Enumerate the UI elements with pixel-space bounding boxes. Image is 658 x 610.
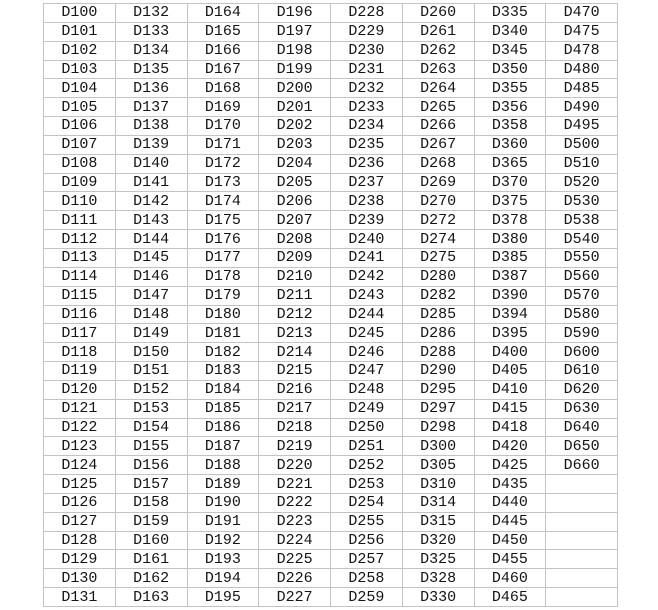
table-cell: D146: [115, 267, 187, 286]
register-table: [43, 3, 618, 607]
table-row: [44, 248, 618, 267]
table-cell: D161: [115, 550, 187, 569]
table-cell: D260: [402, 4, 474, 23]
table-cell: D232: [331, 79, 403, 98]
table-row: [44, 493, 618, 512]
table-cell: D259: [331, 588, 403, 607]
table-cell: D222: [259, 493, 331, 512]
table-cell: D251: [331, 437, 403, 456]
table-cell: D110: [44, 192, 116, 211]
table-cell: D320: [402, 531, 474, 550]
table-cell: D600: [546, 343, 618, 362]
table-cell: D231: [331, 60, 403, 79]
table-cell: D210: [259, 267, 331, 286]
table-cell: D130: [44, 569, 116, 588]
table-cell: D190: [187, 493, 259, 512]
table-cell: D148: [115, 305, 187, 324]
table-cell: D214: [259, 343, 331, 362]
table-cell: D101: [44, 22, 116, 41]
table-cell: D115: [44, 286, 116, 305]
table-cell: D360: [474, 135, 546, 154]
table-cell: D182: [187, 343, 259, 362]
table-cell: D207: [259, 211, 331, 230]
table-cell: D282: [402, 286, 474, 305]
table-cell: D234: [331, 117, 403, 136]
table-cell: [546, 588, 618, 607]
table-cell: D245: [331, 324, 403, 343]
table-cell: D194: [187, 569, 259, 588]
table-cell: D184: [187, 380, 259, 399]
table-cell: D335: [474, 4, 546, 23]
table-cell: D495: [546, 117, 618, 136]
table-cell: D305: [402, 456, 474, 475]
table-row: [44, 418, 618, 437]
table-cell: D195: [187, 588, 259, 607]
table-cell: D137: [115, 98, 187, 117]
table-cell: D241: [331, 248, 403, 267]
table-cell: D590: [546, 324, 618, 343]
table-cell: D104: [44, 79, 116, 98]
table-cell: D275: [402, 248, 474, 267]
table-cell: D203: [259, 135, 331, 154]
table-cell: D169: [187, 98, 259, 117]
table-cell: D186: [187, 418, 259, 437]
table-row: [44, 79, 618, 98]
table-cell: D187: [187, 437, 259, 456]
table-cell: D375: [474, 192, 546, 211]
table-cell: D355: [474, 79, 546, 98]
table-cell: D129: [44, 550, 116, 569]
table-cell: [546, 569, 618, 588]
table-cell: D365: [474, 154, 546, 173]
table-cell: D209: [259, 248, 331, 267]
table-cell: D108: [44, 154, 116, 173]
table-cell: D175: [187, 211, 259, 230]
table-row: [44, 154, 618, 173]
table-row: [44, 60, 618, 79]
table-cell: D116: [44, 305, 116, 324]
table-cell: D510: [546, 154, 618, 173]
table-cell: D650: [546, 437, 618, 456]
table-row: [44, 437, 618, 456]
table-row: [44, 550, 618, 569]
table-cell: D135: [115, 60, 187, 79]
table-cell: D244: [331, 305, 403, 324]
table-cell: D450: [474, 531, 546, 550]
table-cell: [546, 512, 618, 531]
table-cell: D225: [259, 550, 331, 569]
table-cell: D172: [187, 154, 259, 173]
table-cell: D257: [331, 550, 403, 569]
table-cell: D121: [44, 399, 116, 418]
table-cell: D227: [259, 588, 331, 607]
table-cell: D250: [331, 418, 403, 437]
table-cell: D235: [331, 135, 403, 154]
table-cell: D179: [187, 286, 259, 305]
table-cell: D249: [331, 399, 403, 418]
table-cell: D415: [474, 399, 546, 418]
table-cell: D100: [44, 4, 116, 23]
table-cell: D236: [331, 154, 403, 173]
table-cell: D188: [187, 456, 259, 475]
table-cell: D118: [44, 343, 116, 362]
table-cell: D530: [546, 192, 618, 211]
table-cell: D226: [259, 569, 331, 588]
table-cell: D178: [187, 267, 259, 286]
table-row: [44, 588, 618, 607]
table-cell: D198: [259, 41, 331, 60]
table-cell: D196: [259, 4, 331, 23]
table-cell: D425: [474, 456, 546, 475]
table-cell: D202: [259, 117, 331, 136]
table-cell: D120: [44, 380, 116, 399]
table-cell: D435: [474, 475, 546, 494]
table-cell: D314: [402, 493, 474, 512]
table-row: [44, 192, 618, 211]
table-cell: D150: [115, 343, 187, 362]
table-cell: D475: [546, 22, 618, 41]
table-cell: D340: [474, 22, 546, 41]
table-cell: D370: [474, 173, 546, 192]
table-cell: D200: [259, 79, 331, 98]
table-cell: D395: [474, 324, 546, 343]
table-cell: D380: [474, 230, 546, 249]
table-cell: D211: [259, 286, 331, 305]
table-cell: D418: [474, 418, 546, 437]
table-cell: D328: [402, 569, 474, 588]
table-cell: D177: [187, 248, 259, 267]
table-cell: D255: [331, 512, 403, 531]
table-cell: D394: [474, 305, 546, 324]
table-cell: D126: [44, 493, 116, 512]
table-cell: D267: [402, 135, 474, 154]
table-row: [44, 230, 618, 249]
table-cell: D114: [44, 267, 116, 286]
table-cell: D228: [331, 4, 403, 23]
table-row: [44, 117, 618, 136]
table-cell: D133: [115, 22, 187, 41]
table-cell: D221: [259, 475, 331, 494]
table-cell: D123: [44, 437, 116, 456]
table-cell: D152: [115, 380, 187, 399]
table-cell: D103: [44, 60, 116, 79]
table-cell: D550: [546, 248, 618, 267]
table-cell: D258: [331, 569, 403, 588]
table-cell: D157: [115, 475, 187, 494]
table-cell: D310: [402, 475, 474, 494]
table-cell: [546, 531, 618, 550]
table-cell: D378: [474, 211, 546, 230]
table-cell: D405: [474, 362, 546, 381]
table-cell: D240: [331, 230, 403, 249]
table-cell: D212: [259, 305, 331, 324]
table-cell: D158: [115, 493, 187, 512]
table-cell: D156: [115, 456, 187, 475]
table-cell: D136: [115, 79, 187, 98]
table-cell: D131: [44, 588, 116, 607]
table-cell: D272: [402, 211, 474, 230]
table-cell: D109: [44, 173, 116, 192]
table-cell: D410: [474, 380, 546, 399]
table-cell: D233: [331, 98, 403, 117]
table-cell: D261: [402, 22, 474, 41]
table-cell: D106: [44, 117, 116, 136]
table-cell: D290: [402, 362, 474, 381]
table-row: [44, 173, 618, 192]
table-cell: D470: [546, 4, 618, 23]
table-cell: D176: [187, 230, 259, 249]
table-cell: D206: [259, 192, 331, 211]
table-cell: [546, 550, 618, 569]
table-cell: D465: [474, 588, 546, 607]
table-cell: D149: [115, 324, 187, 343]
table-cell: D500: [546, 135, 618, 154]
table-cell: D330: [402, 588, 474, 607]
table-cell: D238: [331, 192, 403, 211]
table-cell: D128: [44, 531, 116, 550]
table-cell: D125: [44, 475, 116, 494]
table-cell: D224: [259, 531, 331, 550]
table-cell: D254: [331, 493, 403, 512]
table-cell: D286: [402, 324, 474, 343]
table-cell: D325: [402, 550, 474, 569]
table-cell: D630: [546, 399, 618, 418]
table-cell: D237: [331, 173, 403, 192]
table-cell: [546, 493, 618, 512]
table-cell: D478: [546, 41, 618, 60]
table-cell: D164: [187, 4, 259, 23]
table-cell: D145: [115, 248, 187, 267]
table-cell: D160: [115, 531, 187, 550]
table-cell: D111: [44, 211, 116, 230]
table-cell: D560: [546, 267, 618, 286]
table-cell: D315: [402, 512, 474, 531]
table-cell: D204: [259, 154, 331, 173]
table-cell: D201: [259, 98, 331, 117]
table-cell: D220: [259, 456, 331, 475]
table-cell: D193: [187, 550, 259, 569]
table-row: [44, 362, 618, 381]
table-cell: D345: [474, 41, 546, 60]
table-cell: D189: [187, 475, 259, 494]
register-table-body: [44, 4, 618, 607]
table-cell: D107: [44, 135, 116, 154]
table-row: [44, 4, 618, 23]
table-row: [44, 267, 618, 286]
table-cell: D217: [259, 399, 331, 418]
table-cell: D266: [402, 117, 474, 136]
table-cell: D270: [402, 192, 474, 211]
table-cell: D660: [546, 456, 618, 475]
table-cell: D300: [402, 437, 474, 456]
table-row: [44, 211, 618, 230]
table-cell: D256: [331, 531, 403, 550]
table-cell: D538: [546, 211, 618, 230]
table-cell: D219: [259, 437, 331, 456]
table-cell: D390: [474, 286, 546, 305]
table-cell: D205: [259, 173, 331, 192]
table-cell: D167: [187, 60, 259, 79]
table-cell: D490: [546, 98, 618, 117]
table-cell: D119: [44, 362, 116, 381]
table-cell: D400: [474, 343, 546, 362]
table-cell: D173: [187, 173, 259, 192]
table-row: [44, 380, 618, 399]
table-cell: D387: [474, 267, 546, 286]
table-row: [44, 399, 618, 418]
table-cell: D185: [187, 399, 259, 418]
table-row: [44, 475, 618, 494]
table-cell: D199: [259, 60, 331, 79]
table-cell: D102: [44, 41, 116, 60]
table-cell: D520: [546, 173, 618, 192]
table-cell: D247: [331, 362, 403, 381]
table-cell: D140: [115, 154, 187, 173]
table-cell: D640: [546, 418, 618, 437]
table-cell: D183: [187, 362, 259, 381]
table-cell: D171: [187, 135, 259, 154]
table-cell: D105: [44, 98, 116, 117]
table-cell: D138: [115, 117, 187, 136]
table-cell: D269: [402, 173, 474, 192]
table-row: [44, 41, 618, 60]
table-cell: D153: [115, 399, 187, 418]
table-cell: D230: [331, 41, 403, 60]
table-cell: D295: [402, 380, 474, 399]
table-row: [44, 456, 618, 475]
table-cell: D192: [187, 531, 259, 550]
table-cell: D460: [474, 569, 546, 588]
table-cell: D215: [259, 362, 331, 381]
table-cell: D297: [402, 399, 474, 418]
table-cell: D440: [474, 493, 546, 512]
table-cell: D142: [115, 192, 187, 211]
table-cell: D170: [187, 117, 259, 136]
table-cell: D350: [474, 60, 546, 79]
table-cell: D180: [187, 305, 259, 324]
table-cell: D139: [115, 135, 187, 154]
table-row: [44, 135, 618, 154]
table-cell: D248: [331, 380, 403, 399]
table-cell: D274: [402, 230, 474, 249]
table-cell: D197: [259, 22, 331, 41]
table-cell: D298: [402, 418, 474, 437]
table-cell: D285: [402, 305, 474, 324]
table-cell: D165: [187, 22, 259, 41]
table-cell: D117: [44, 324, 116, 343]
table-cell: D288: [402, 343, 474, 362]
table-cell: D216: [259, 380, 331, 399]
table-cell: D208: [259, 230, 331, 249]
table-cell: [546, 475, 618, 494]
table-cell: D253: [331, 475, 403, 494]
table-cell: D132: [115, 4, 187, 23]
table-cell: D174: [187, 192, 259, 211]
table-cell: D124: [44, 456, 116, 475]
table-cell: D155: [115, 437, 187, 456]
table-cell: D218: [259, 418, 331, 437]
table-cell: D243: [331, 286, 403, 305]
table-cell: D127: [44, 512, 116, 531]
table-cell: D570: [546, 286, 618, 305]
table-row: [44, 324, 618, 343]
table-cell: D162: [115, 569, 187, 588]
table-cell: D445: [474, 512, 546, 531]
table-cell: D229: [331, 22, 403, 41]
table-cell: D144: [115, 230, 187, 249]
table-cell: D268: [402, 154, 474, 173]
table-cell: D263: [402, 60, 474, 79]
table-row: [44, 22, 618, 41]
table-cell: D191: [187, 512, 259, 531]
table-row: [44, 512, 618, 531]
table-row: [44, 98, 618, 117]
table-cell: D159: [115, 512, 187, 531]
table-cell: D358: [474, 117, 546, 136]
table-cell: D147: [115, 286, 187, 305]
table-cell: D356: [474, 98, 546, 117]
table-cell: D455: [474, 550, 546, 569]
table-row: [44, 305, 618, 324]
table-cell: D480: [546, 60, 618, 79]
table-cell: D246: [331, 343, 403, 362]
table-cell: D134: [115, 41, 187, 60]
table-cell: D213: [259, 324, 331, 343]
table-cell: D151: [115, 362, 187, 381]
table-cell: D242: [331, 267, 403, 286]
table-cell: D181: [187, 324, 259, 343]
table-cell: D163: [115, 588, 187, 607]
table-cell: D580: [546, 305, 618, 324]
table-cell: D385: [474, 248, 546, 267]
table-cell: D141: [115, 173, 187, 192]
table-cell: D540: [546, 230, 618, 249]
table-row: [44, 286, 618, 305]
table-cell: D122: [44, 418, 116, 437]
table-cell: D265: [402, 98, 474, 117]
table-cell: D154: [115, 418, 187, 437]
table-cell: D223: [259, 512, 331, 531]
table-row: [44, 343, 618, 362]
table-cell: D262: [402, 41, 474, 60]
table-cell: D112: [44, 230, 116, 249]
table-cell: D113: [44, 248, 116, 267]
table-cell: D620: [546, 380, 618, 399]
table-cell: D143: [115, 211, 187, 230]
table-cell: D610: [546, 362, 618, 381]
table-cell: D166: [187, 41, 259, 60]
table-cell: D264: [402, 79, 474, 98]
table-cell: D280: [402, 267, 474, 286]
table-cell: D168: [187, 79, 259, 98]
table-cell: D239: [331, 211, 403, 230]
table-cell: D420: [474, 437, 546, 456]
table-cell: D485: [546, 79, 618, 98]
table-cell: D252: [331, 456, 403, 475]
table-row: [44, 531, 618, 550]
table-row: [44, 569, 618, 588]
